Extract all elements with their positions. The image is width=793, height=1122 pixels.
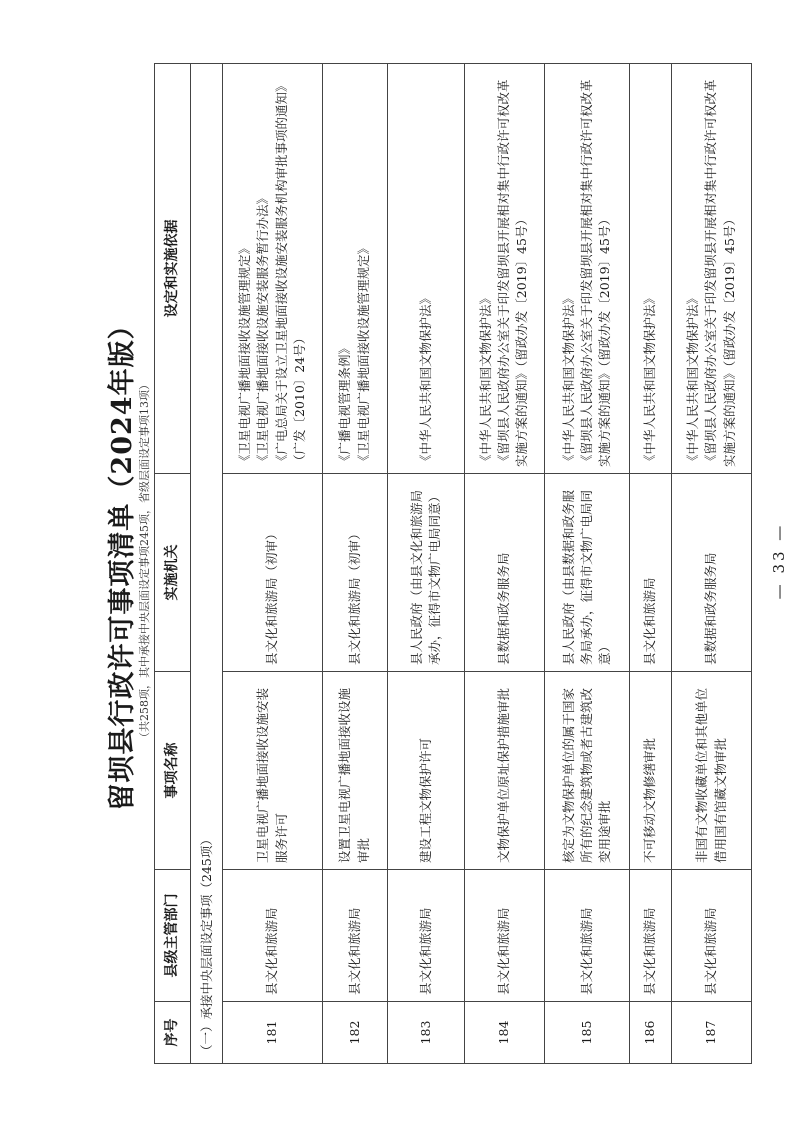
cell-agency: 县人民政府（由县文化和旅游局承办，征得市文物广电局同意） (387, 474, 464, 672)
cell-basis (223, 64, 322, 474)
header-agency: 实施机关 (155, 474, 191, 672)
table-row (387, 64, 464, 1064)
basis-line: 《留坝县人民政府办公室关于印发留坝县开展相对集中行政许可权改革实施方案的通知》（留政办发〔2019〕45号） (496, 79, 530, 467)
basis-line: 《卫星电视广播地面接收设施管理规定》 (237, 241, 253, 467)
basis-line: 《中华人民共和国文物保护法》 (685, 291, 701, 467)
cell-name: 不可移动文物修缮审批 (629, 672, 671, 870)
table-row (464, 64, 544, 1064)
cell-name: 文物保护单位原址保护措施审批 (464, 672, 544, 870)
cell-agency: 县数据和政务服务局 (464, 474, 544, 672)
cell-basis (322, 64, 387, 474)
header-name: 事项名称 (155, 672, 191, 870)
table-row (322, 64, 387, 1064)
cell-agency: 县数据和政务服务局 (672, 474, 752, 672)
basis-line: 《中华人民共和国文物保护法》 (478, 291, 494, 467)
cell-name: 卫星电视广播地面接收设施安装服务许可 (223, 672, 322, 870)
page-number: — 33 — (770, 522, 788, 600)
basis-line: 《卫星电视广播地面接收设施安装服务暂行办法》 (255, 191, 271, 467)
cell-seq: 185 (544, 1002, 629, 1064)
cell-name: 核定为文物保护单位的属于国家所有的纪念建筑物或者古建筑改变用途审批 (544, 672, 629, 870)
cell-name: 非国有文物收藏单位和其他单位借用国有馆藏文物审批 (672, 672, 752, 870)
basis-line: 《留坝县人民政府办公室关于印发留坝县开展相对集中行政许可权改革实施方案的通知》（留政办发〔2019〕45号） (578, 79, 612, 467)
cell-basis (672, 64, 752, 474)
cell-dept: 县文化和旅游局 (223, 870, 322, 1002)
cell-dept: 县文化和旅游局 (322, 870, 387, 1002)
cell-seq: 181 (223, 1002, 322, 1064)
cell-agency: 县文化和旅游局（初审） (322, 474, 387, 672)
header-dept: 县级主管部门 (155, 870, 191, 1002)
cell-name: 设置卫星电视广播地面接收设施审批 (322, 672, 387, 870)
basis-line: 《卫星电视广播地面接收设施管理规定》 (355, 241, 371, 467)
table-row (223, 64, 322, 1064)
basis-line: 《中华人民共和国文物保护法》 (642, 291, 658, 467)
header-basis: 设定和实施依据 (155, 64, 191, 474)
cell-seq: 182 (322, 1002, 387, 1064)
basis-line: 《广播电视管理条例》 (337, 341, 353, 467)
section-title: （一）承接中央层面设定事项（245项） (191, 64, 223, 1064)
cell-seq: 183 (387, 1002, 464, 1064)
header-row (155, 64, 191, 1064)
permit-table (154, 63, 752, 1064)
basis-line: 《广电总局关于设立卫星地面接收设施安装服务机构审批事项的通知》（广发〔2010〕24号） (273, 79, 307, 467)
basis-line: 《留坝县人民政府办公室关于印发留坝县开展相对集中行政许可权改革实施方案的通知》（留政办发〔2019〕45号） (703, 79, 737, 467)
table-row (672, 64, 752, 1064)
header-seq: 序号 (155, 1002, 191, 1064)
section-row (191, 64, 223, 1064)
cell-dept: 县文化和旅游局 (387, 870, 464, 1002)
table-row (544, 64, 629, 1064)
cell-dept: 县文化和旅游局 (672, 870, 752, 1002)
table-row (629, 64, 671, 1064)
cell-agency: 县人民政府（由县数据和政务服务局承办，征得市文物广电局同意） (544, 474, 629, 672)
cell-agency: 县文化和旅游局（初审） (223, 474, 322, 672)
cell-name: 建设工程文物保护许可 (387, 672, 464, 870)
cell-dept: 县文化和旅游局 (629, 870, 671, 1002)
cell-dept: 县文化和旅游局 (464, 870, 544, 1002)
cell-agency: 县文化和旅游局 (629, 474, 671, 672)
basis-line: 《中华人民共和国文物保护法》 (417, 291, 433, 467)
page-subtitle: （共258项，其中承接中央层面设定事项245项，省级层面设定事项13项） (138, 379, 151, 743)
page-title: 留坝县行政许可事项清单（2024年版） (107, 311, 138, 811)
cell-basis (544, 64, 629, 474)
cell-basis (464, 64, 544, 474)
basis-line: 《中华人民共和国文物保护法》 (560, 291, 576, 467)
cell-basis (387, 64, 464, 474)
cell-dept: 县文化和旅游局 (544, 870, 629, 1002)
cell-seq: 184 (464, 1002, 544, 1064)
cell-seq: 186 (629, 1002, 671, 1064)
cell-seq: 187 (672, 1002, 752, 1064)
cell-basis (629, 64, 671, 474)
